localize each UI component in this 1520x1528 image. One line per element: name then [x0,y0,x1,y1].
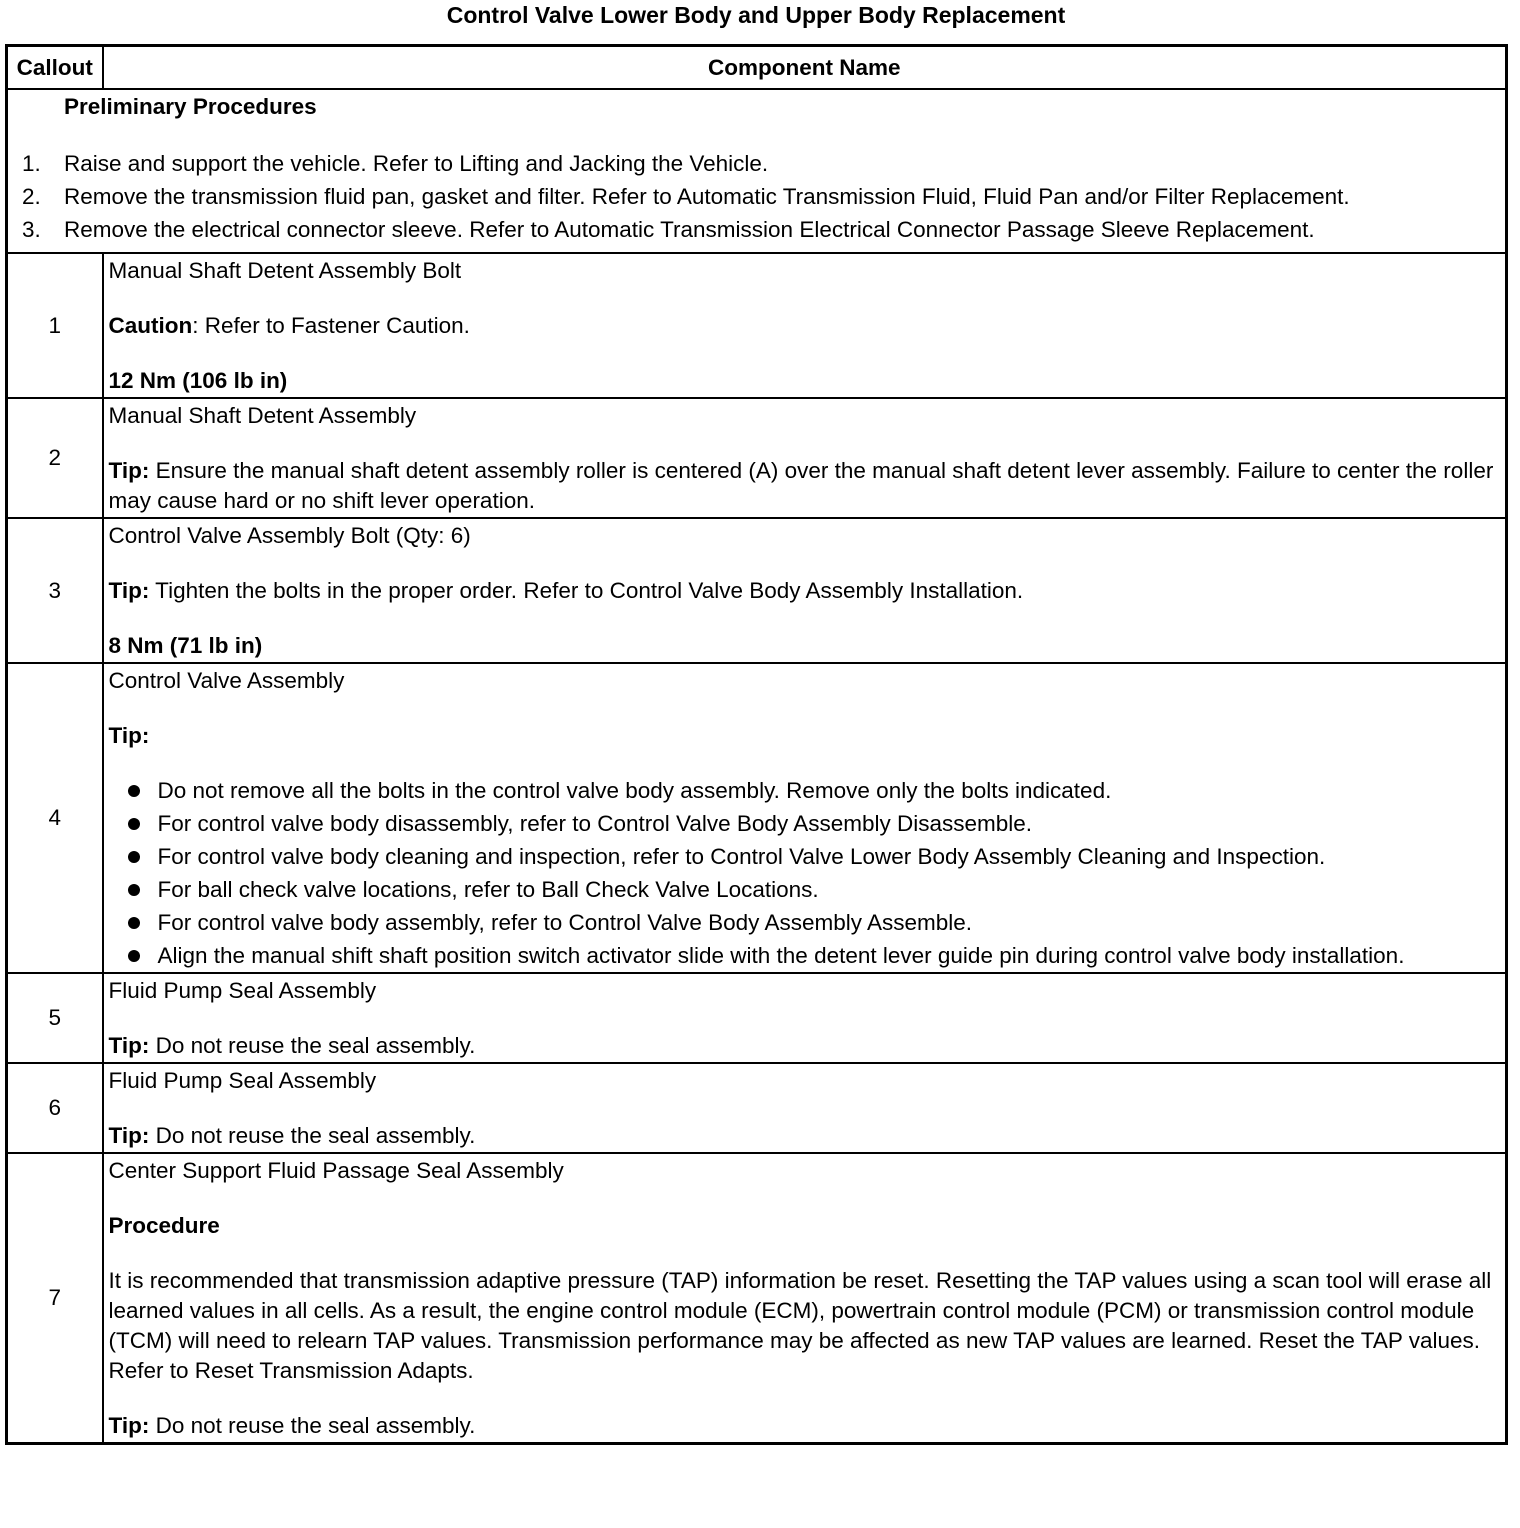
preliminary-step [18,213,1495,246]
component-note [109,311,1502,341]
tip-bullet-list [109,776,1502,971]
note-label: Tip: [108,1413,150,1438]
bullet-icon [128,851,140,863]
note-text: Do not reuse the seal assembly. [149,1033,476,1058]
component-table [5,44,1508,1445]
component-note [109,456,1502,516]
table-row [7,518,1507,663]
list-item: For control valve body disassembly, refer to Control Valve Body Assembly Disassemble. [109,809,1502,839]
component-name: Manual Shaft Detent Assembly Bolt [108,258,462,283]
preliminary-step [18,180,1495,213]
table-row [7,1063,1507,1153]
callout-column-header: Callout [7,46,103,90]
component-cell [103,1153,1507,1444]
preliminary-row [7,89,1507,253]
list-item: Do not remove all the bolts in the control valve body assembly. Remove only the bolts indicated. [109,776,1502,806]
note-text: Do not reuse the seal assembly. [149,1413,476,1438]
note-label: Tip: [108,723,150,748]
list-item: For control valve body cleaning and inspection, refer to Control Valve Lower Body Assembly Cleaning and Inspection. [109,842,1502,872]
procedure-text: It is recommended that transmission adaptive pressure (TAP) information be reset. Resetting the TAP values using a scan tool will erase all learned values in all cells. As a result, the engine control module (ECM), powertrain control module (PCM) or transmission control module (TCM) will need to relearn TAP values. Transmission performance may be affected as new TAP values are learned. Reset the TAP values. Refer to Reset Transmission Adapts. [108,1268,1492,1383]
callout-number: 3 [7,518,103,663]
step-text: Raise and support the vehicle. Refer to Lifting and Jacking the Vehicle. [64,151,769,176]
procedure-label: Procedure [108,1213,220,1238]
note-text: Tighten the bolts in the proper order. Refer to Control Valve Body Assembly Installation. [149,578,1024,603]
preliminary-step [18,147,1495,180]
component-cell [103,253,1507,398]
note-text: : Refer to Fastener Caution. [192,313,470,338]
component-cell [103,518,1507,663]
step-text: Remove the transmission fluid pan, gasket and filter. Refer to Automatic Transmission Fluid, Fluid Pan and/or Filter Replacement. [64,184,1350,209]
component-note [109,1121,1502,1151]
preliminary-heading: Preliminary Procedures [64,94,317,119]
callout-number: 4 [7,663,103,973]
component-name: Center Support Fluid Passage Seal Assembly [108,1158,564,1183]
note-label: Tip: [108,1123,150,1148]
callout-number: 5 [7,973,103,1063]
note-label: Tip: [108,458,150,483]
table-row [7,253,1507,398]
component-name: Fluid Pump Seal Assembly [108,978,377,1003]
preliminary-steps [18,147,1495,246]
document-title: Control Valve Lower Body and Upper Body Replacement [446,2,1066,28]
list-item: Align the manual shift shaft position switch activator slide with the detent lever guide pin during control valve body installation. [109,941,1502,971]
table-row [7,663,1507,973]
component-note [109,1031,1502,1061]
bullet-icon [128,884,140,896]
step-number: 2. [22,184,41,209]
table-row [7,398,1507,518]
list-item: For control valve body assembly, refer to Control Valve Body Assembly Assemble. [109,908,1502,938]
component-column-header: Component Name [103,46,1507,90]
list-item: For ball check valve locations, refer to Ball Check Valve Locations. [109,875,1502,905]
component-name: Control Valve Assembly Bolt (Qty: 6) [108,523,471,548]
note-text: Do not reuse the seal assembly. [149,1123,476,1148]
component-cell [103,973,1507,1063]
torque-spec: 12 Nm (106 lb in) [108,368,288,393]
step-number: 3. [22,217,41,242]
component-name: Fluid Pump Seal Assembly [108,1068,377,1093]
callout-number: 2 [7,398,103,518]
bullet-icon [128,917,140,929]
callout-number: 1 [7,253,103,398]
component-note [109,576,1502,606]
component-cell [103,398,1507,518]
component-cell [103,1063,1507,1153]
note-text: Ensure the manual shaft detent assembly roller is centered (A) over the manual shaft detent lever assembly. Failure to center the roller may cause hard or no shift lever operation. [108,458,1494,513]
step-number: 1. [22,151,41,176]
note-label: Tip: [108,1033,150,1058]
component-cell [103,663,1507,973]
bullet-icon [128,785,140,797]
callout-number: 6 [7,1063,103,1153]
component-name: Manual Shaft Detent Assembly [108,403,417,428]
step-text: Remove the electrical connector sleeve. Refer to Automatic Transmission Electrical Connector Passage Sleeve Replacement. [64,217,1315,242]
preliminary-procedures [7,89,1507,253]
table-row [7,973,1507,1063]
note-label: Caution [108,313,193,338]
bullet-icon [128,818,140,830]
callout-number: 7 [7,1153,103,1444]
torque-spec: 8 Nm (71 lb in) [108,633,263,658]
table-row [7,1153,1507,1444]
component-note [109,1411,1502,1441]
note-label: Tip: [108,578,150,603]
table-header-row [7,46,1507,90]
bullet-icon [128,950,140,962]
component-name: Control Valve Assembly [108,668,345,693]
